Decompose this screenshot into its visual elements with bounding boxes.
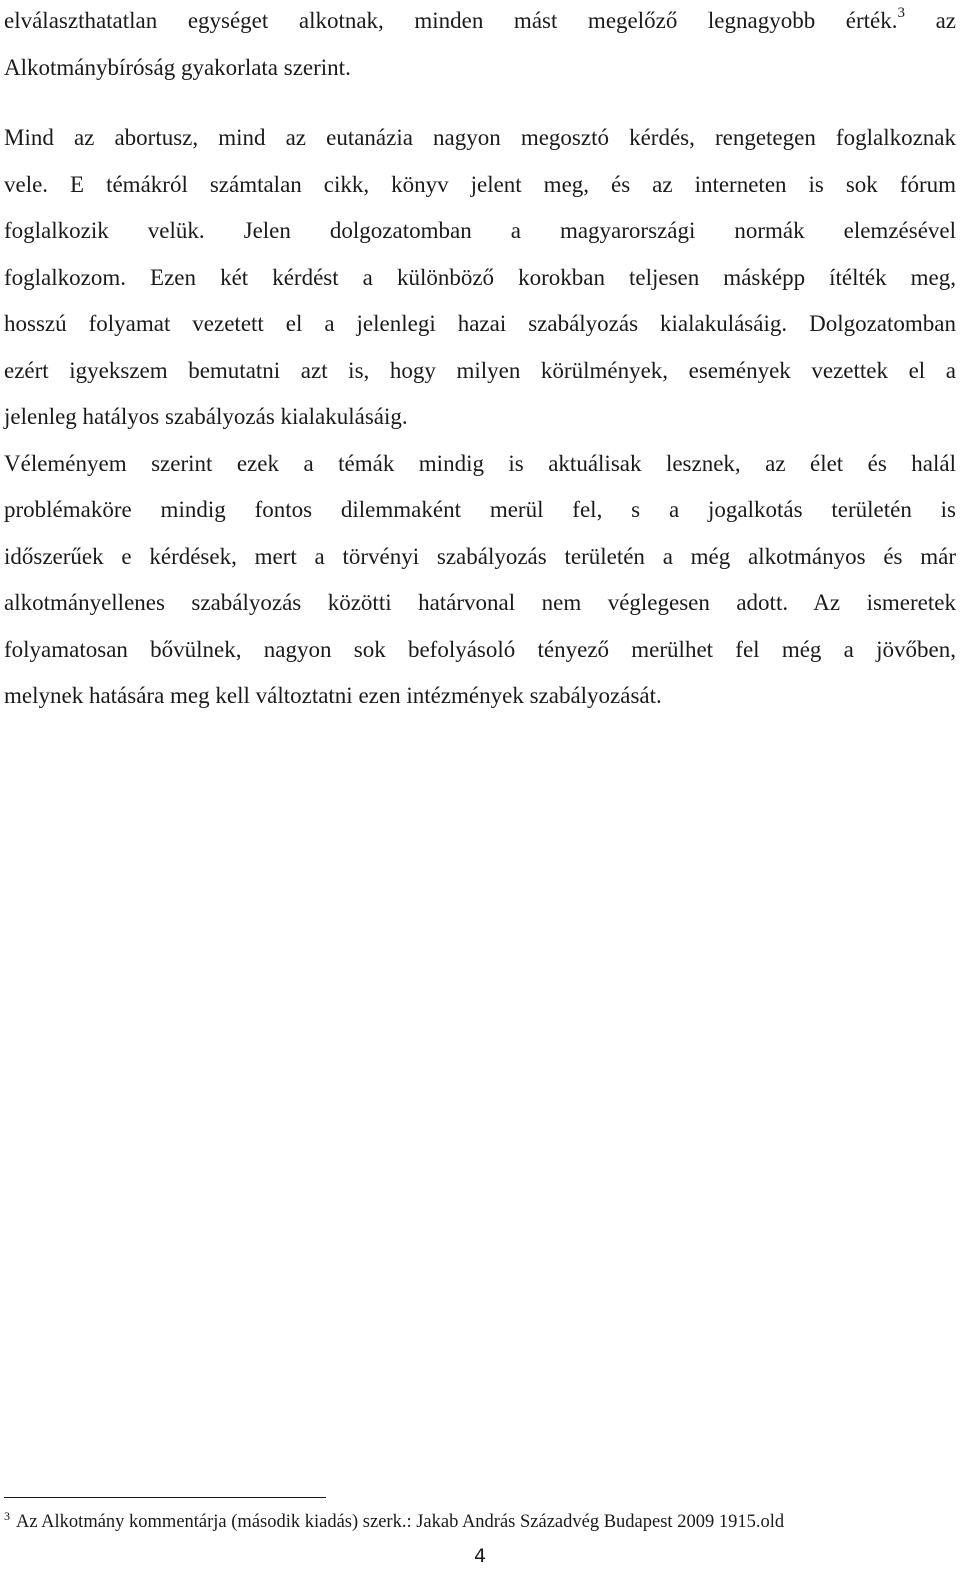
paragraph-1-line-1-tail: az — [935, 8, 957, 33]
paragraph-2-line-6: ezért igyekszem bemutatni azt is, hogy milyen körülmények, események vezettek el a — [4, 357, 956, 383]
footnote-marker: 3 — [4, 1508, 10, 1523]
paragraph-2-line-2: vele. E témákról számtalan cikk, könyv jelent meg, és az interneten is sok fórum — [4, 171, 956, 197]
paragraph-2-line-4: foglalkozom. Ezen két kérdést a különböző korokban teljesen másképp ítélték meg, — [4, 264, 956, 290]
paragraph-2-line-3: foglalkozik velük. Jelen dolgozatomban a magyarországi normák elemzésével — [4, 218, 956, 243]
paragraph-3-line-5: folyamatosan bővülnek, nagyon sok befolyásoló tényező merülhet fel még a jövőben, — [4, 636, 956, 662]
paragraph-3-line-3: időszerűek e kérdések, mert a törvényi szabályozás területén a még alkotmányos és már — [4, 543, 956, 569]
footnote-separator — [4, 1497, 326, 1498]
paragraph-3-line-2: problémaköre mindig fontos dilemmaként merül fel, s a jogalkotás területén is — [4, 497, 956, 522]
paragraph-2-line-7: jelenleg hatályos szabályozás kialakulásáig. — [4, 404, 408, 429]
paragraph-1-line-1: elválaszthatatlan egységet alkotnak, minden mást megelőző legnagyobb érték.$^3$ az — [4, 5, 957, 33]
footnote-text: Az Alkotmány kommentárja (második kiadás) szerk.: Jakab András Századvég Budapest 2009 1915.old — [16, 1512, 785, 1532]
page-number: 4 — [473, 1545, 487, 1567]
footnote-reference: 3 — [897, 5, 906, 22]
paragraph-1-line-2: Alkotmánybíróság gyakorlata szerint. — [4, 54, 351, 80]
paragraph-3-line-6: melynek hatására meg kell változtatni ezen intézmények szabályozását. — [4, 683, 662, 708]
body-text — [4, 0, 956, 720]
paragraph-2-line-1: Mind az abortusz, mind az eutanázia nagyon megosztó kérdés, rengetegen foglalkoznak — [4, 125, 956, 150]
paragraph-3-line-4: alkotmányellenes szabályozás közötti határvonal nem véglegesen adott. Az ismeretek — [4, 590, 956, 615]
footnote — [4, 1510, 784, 1534]
paragraph-2-line-5: hosszú folyamat vezetett el a jelenlegi hazai szabályozás kialakulásáig. Dolgozatomban — [4, 311, 956, 336]
paragraph-3-line-1: Véleményem szerint ezek a témák mindig is aktuálisak lesznek, az élet és halál — [4, 450, 956, 476]
